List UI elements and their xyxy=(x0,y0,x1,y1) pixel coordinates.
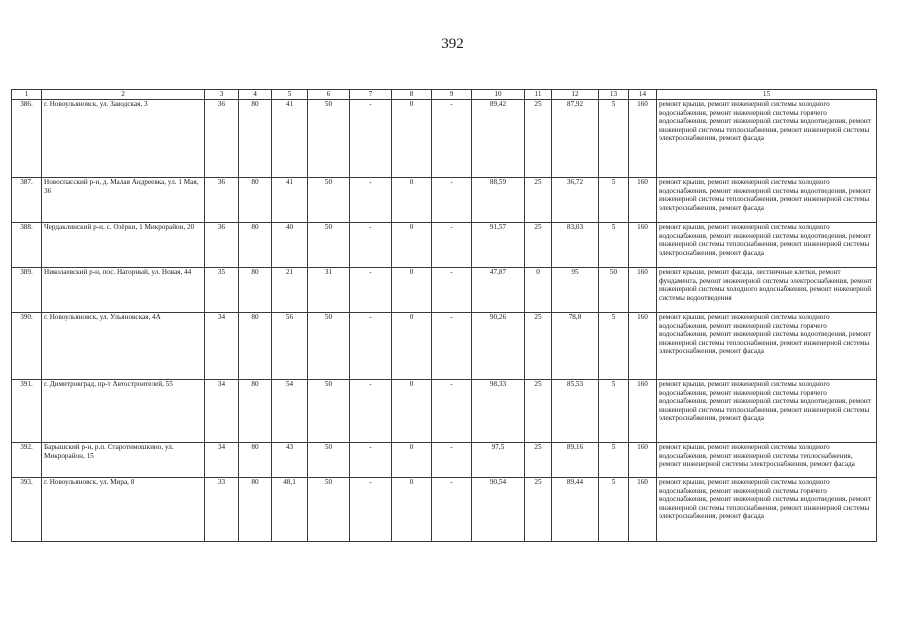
table-cell: - xyxy=(350,478,392,542)
column-header: 15 xyxy=(657,90,877,100)
table-cell: - xyxy=(350,313,392,380)
address-cell: Барышский р-н, р.п. Старотимошкино, ул. Микрорайон, 15 xyxy=(42,443,205,478)
column-header: 4 xyxy=(239,90,272,100)
table-cell: 50 xyxy=(308,478,350,542)
table-row xyxy=(12,100,877,178)
table-cell: 88,59 xyxy=(472,178,525,223)
works-cell: ремонт крыши, ремонт инженерной системы холодного водоснабжения, ремонт инженерной системы горячего водоснабжения, ремонт инженерной системы водоотведения, ремонт инженерной системы теплоснабжения, ремонт инженерной системы электроснабжения, ремонт фасада xyxy=(657,478,877,542)
table-cell: 80 xyxy=(239,223,272,268)
table-cell: - xyxy=(432,443,472,478)
column-header: 3 xyxy=(205,90,239,100)
table-cell: 91,57 xyxy=(472,223,525,268)
table-cell: 25 xyxy=(525,443,552,478)
table-cell: 36 xyxy=(205,178,239,223)
table-cell: 36 xyxy=(205,100,239,178)
table-cell: 97,5 xyxy=(472,443,525,478)
column-header: 14 xyxy=(629,90,657,100)
table-cell: 90,26 xyxy=(472,313,525,380)
column-header: 2 xyxy=(42,90,205,100)
table-row xyxy=(12,223,877,268)
column-header: 13 xyxy=(599,90,629,100)
table-cell: 160 xyxy=(629,478,657,542)
table-cell: - xyxy=(350,380,392,443)
table-cell: 50 xyxy=(308,100,350,178)
table-cell: 387. xyxy=(12,178,42,223)
table-cell: 5 xyxy=(599,380,629,443)
table-cell: 33 xyxy=(205,478,239,542)
table-cell: 47,87 xyxy=(472,268,525,313)
table-cell: 25 xyxy=(525,100,552,178)
table-cell: 0 xyxy=(392,223,432,268)
column-header: 6 xyxy=(308,90,350,100)
column-header: 7 xyxy=(350,90,392,100)
table-cell: 80 xyxy=(239,100,272,178)
address-cell: Николаевский р-н, пос. Нагорный, ул. Новая, 44 xyxy=(42,268,205,313)
table-cell: 40 xyxy=(272,223,308,268)
table-cell: 48,1 xyxy=(272,478,308,542)
column-header: 12 xyxy=(552,90,599,100)
table-cell: 389. xyxy=(12,268,42,313)
table-cell: 5 xyxy=(599,100,629,178)
table-cell: 160 xyxy=(629,380,657,443)
column-header: 9 xyxy=(432,90,472,100)
table-body xyxy=(12,100,877,542)
table-cell: 5 xyxy=(599,313,629,380)
table-cell: 89,44 xyxy=(552,478,599,542)
table-cell: 34 xyxy=(205,313,239,380)
works-cell: ремонт крыши, ремонт инженерной системы холодного водоснабжения, ремонт инженерной системы горячего водоснабжения, ремонт инженерной системы водоотведения, ремонт инженерной системы теплоснабжения, ремонт инженерной системы электроснабжения, ремонт фасада xyxy=(657,313,877,380)
table-cell: 0 xyxy=(392,178,432,223)
table-cell: 89,16 xyxy=(552,443,599,478)
address-cell: г. Новоульяновск, ул. Мира, 8 xyxy=(42,478,205,542)
address-cell: Новоспасский р-н, д. Малая Андреевка, ул. 1 Мая, 36 xyxy=(42,178,205,223)
table-cell: 50 xyxy=(308,313,350,380)
table-cell: 0 xyxy=(392,268,432,313)
table-cell: 5 xyxy=(599,478,629,542)
table-cell: 391. xyxy=(12,380,42,443)
table-cell: 160 xyxy=(629,268,657,313)
table-cell: 50 xyxy=(308,223,350,268)
table-cell: 54 xyxy=(272,380,308,443)
table-cell: 25 xyxy=(525,223,552,268)
works-cell: ремонт крыши, ремонт инженерной системы холодного водоснабжения, ремонт инженерной системы водоотведения, ремонт инженерной системы теплоснабжения, ремонт инженерной системы электроснабжения, ремонт фасада xyxy=(657,178,877,223)
table-cell: 80 xyxy=(239,478,272,542)
table-cell: - xyxy=(432,268,472,313)
address-cell: г. Новоульяновск, ул. Ульяновская, 4А xyxy=(42,313,205,380)
table-cell: 0 xyxy=(392,100,432,178)
column-header: 1 xyxy=(12,90,42,100)
table-cell: 90,54 xyxy=(472,478,525,542)
column-header: 5 xyxy=(272,90,308,100)
table-row xyxy=(12,478,877,542)
table-cell: - xyxy=(432,380,472,443)
table-cell: - xyxy=(350,443,392,478)
table-cell: 36,72 xyxy=(552,178,599,223)
table-cell: 392. xyxy=(12,443,42,478)
table-row xyxy=(12,443,877,478)
table-cell: 0 xyxy=(392,443,432,478)
table-cell: 393. xyxy=(12,478,42,542)
table-cell: 0 xyxy=(392,478,432,542)
table-cell: 5 xyxy=(599,178,629,223)
table-cell: 0 xyxy=(392,380,432,443)
table-cell: 386. xyxy=(12,100,42,178)
table-cell: 25 xyxy=(525,178,552,223)
table-cell: - xyxy=(432,313,472,380)
table-row xyxy=(12,380,877,443)
table-cell: 78,8 xyxy=(552,313,599,380)
table-cell: 35 xyxy=(205,268,239,313)
table-cell: 21 xyxy=(272,268,308,313)
table-cell: 85,53 xyxy=(552,380,599,443)
address-cell: Чердаклинский р-н, с. Озёрки, 1 Микрорайон, 20 xyxy=(42,223,205,268)
table-row xyxy=(12,178,877,223)
table-cell: 25 xyxy=(525,380,552,443)
table-cell: 5 xyxy=(599,443,629,478)
table-cell: 34 xyxy=(205,443,239,478)
table-row xyxy=(12,313,877,380)
table-cell: 160 xyxy=(629,178,657,223)
table-cell: 25 xyxy=(525,313,552,380)
table-row xyxy=(12,268,877,313)
table-cell: 0 xyxy=(392,313,432,380)
table-cell: 80 xyxy=(239,380,272,443)
table-cell: 31 xyxy=(308,268,350,313)
table-cell: - xyxy=(350,100,392,178)
table-cell: 56 xyxy=(272,313,308,380)
works-cell: ремонт крыши, ремонт инженерной системы холодного водоснабжения, ремонт инженерной системы горячего водоснабжения, ремонт инженерной системы водоотведения, ремонт инженерной системы теплоснабжения, ремонт инженерной системы электроснабжения, ремонт фасада xyxy=(657,100,877,178)
table-cell: 50 xyxy=(308,178,350,223)
table-cell: 34 xyxy=(205,380,239,443)
table-cell: 80 xyxy=(239,268,272,313)
table-cell: 390. xyxy=(12,313,42,380)
table-cell: - xyxy=(432,223,472,268)
table-cell: 43 xyxy=(272,443,308,478)
table-cell: - xyxy=(432,100,472,178)
table-cell: 0 xyxy=(525,268,552,313)
table-cell: 80 xyxy=(239,178,272,223)
table-cell: 98,33 xyxy=(472,380,525,443)
table-cell: - xyxy=(350,223,392,268)
table-cell: 160 xyxy=(629,223,657,268)
header-row xyxy=(12,90,877,100)
address-cell: г. Новоульяновск, ул. Заводская, 3 xyxy=(42,100,205,178)
table-cell: 80 xyxy=(239,443,272,478)
table-cell: 83,03 xyxy=(552,223,599,268)
table-cell: - xyxy=(432,478,472,542)
table-cell: - xyxy=(350,178,392,223)
table-cell: 50 xyxy=(308,380,350,443)
column-header: 11 xyxy=(525,90,552,100)
table-cell: 41 xyxy=(272,178,308,223)
table-cell: 41 xyxy=(272,100,308,178)
table-cell: 160 xyxy=(629,313,657,380)
column-header: 10 xyxy=(472,90,525,100)
works-cell: ремонт крыши, ремонт фасада, лестничные клетки, ремонт фундамента, ремонт инженерной системы электроснабжения, ремонт инженерной системы холодного водоснабжения, ремонт инженерной системы водоотведения xyxy=(657,268,877,313)
table-cell: 95 xyxy=(552,268,599,313)
table-cell: 50 xyxy=(599,268,629,313)
works-table xyxy=(11,89,877,542)
table-cell: 5 xyxy=(599,223,629,268)
table-cell: 160 xyxy=(629,100,657,178)
table-cell: 87,92 xyxy=(552,100,599,178)
table-cell: 160 xyxy=(629,443,657,478)
table-cell: 80 xyxy=(239,313,272,380)
page-number: 392 xyxy=(441,36,464,52)
works-cell: ремонт крыши, ремонт инженерной системы холодного водоснабжения, ремонт инженерной системы водоотведения, ремонт инженерной системы теплоснабжения, ремонт инженерной системы электроснабжения, ремонт фасада xyxy=(657,223,877,268)
column-header: 8 xyxy=(392,90,432,100)
table-cell: 25 xyxy=(525,478,552,542)
table-cell: - xyxy=(432,178,472,223)
works-cell: ремонт крыши, ремонт инженерной системы холодного водоснабжения, ремонт инженерной системы теплоснабжения, ремонт инженерной системы электроснабжения, ремонт фасада xyxy=(657,443,877,478)
table-cell: 89,42 xyxy=(472,100,525,178)
address-cell: г. Димитровград, пр-т Автостроителей, 55 xyxy=(42,380,205,443)
table-cell: 388. xyxy=(12,223,42,268)
works-cell: ремонт крыши, ремонт инженерной системы холодного водоснабжения, ремонт инженерной системы горячего водоснабжения, ремонт инженерной системы водоотведения, ремонт инженерной системы теплоснабжения, ремонт инженерной системы электроснабжения, ремонт фасада xyxy=(657,380,877,443)
table-cell: 50 xyxy=(308,443,350,478)
table-cell: 36 xyxy=(205,223,239,268)
table-cell: - xyxy=(350,268,392,313)
